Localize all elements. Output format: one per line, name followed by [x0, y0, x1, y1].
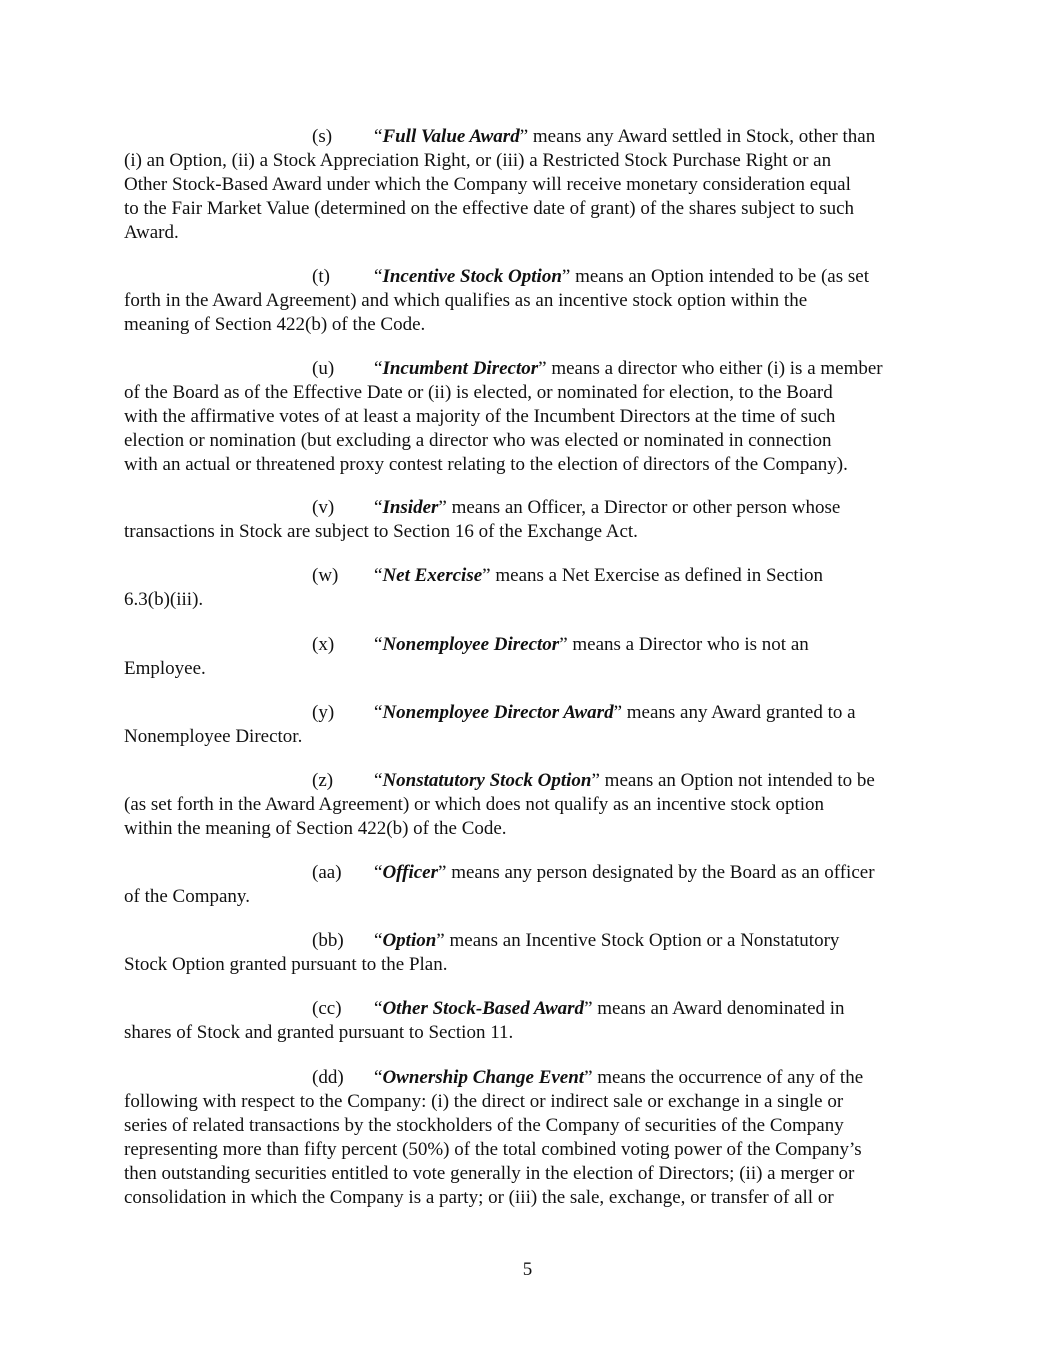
definition-text: transactions in Stock are subject to Section 16 of the Exchange Act.	[124, 521, 638, 542]
page-number: 5	[522, 1259, 533, 1280]
defined-term: Officer	[382, 862, 439, 883]
definition-text: ” means a director who either (i) is a member	[538, 358, 883, 379]
definition-text: Stock Option granted pursuant to the Plan.	[124, 954, 448, 975]
definition-bb: (bb) “Option” means an Incentive Stock Option or a Nonstatutory Stock Option granted pursuant to the Plan.	[124, 929, 936, 977]
defined-term: Nonemployee Director Award	[382, 702, 614, 723]
definition-text: meaning of Section 422(b) of the Code.	[124, 314, 426, 335]
definition-text: consolidation in which the Company is a party; or (iii) the sale, exchange, or transfer of all or	[124, 1187, 834, 1208]
definition-text: ” means an Option not intended to be	[591, 770, 875, 791]
definition-label: (aa)	[312, 862, 342, 883]
definition-text: of the Board as of the Effective Date or (ii) is elected, or nominated for election, to the Board	[124, 382, 833, 403]
definition-text: election or nomination (but excluding a director who was elected or nominated in connection	[124, 430, 832, 451]
definition-label: (cc)	[312, 998, 342, 1019]
definition-text: following with respect to the Company: (i) the direct or indirect sale or exchange in a single or	[124, 1091, 844, 1112]
definition-dd: (dd) “Ownership Change Event” means the occurrence of any of the following with respect to the Company: (i) the direct or indirect sale or exchange in a single or series of related transactions by the stockholders of the Company of securities of the Company representing more than fifty percent (50%) of the total combined voting power of the Company’s then outstanding securities entitled to vote generally in the election of Directors; (ii) a merger or consolidation in which the Company is a party; or (iii) the sale, exchange, or transfer of all or	[124, 1066, 936, 1210]
definition-label: (y)	[312, 702, 335, 723]
definition-text: ” means a Director who is not an	[559, 634, 809, 655]
defined-term: Other Stock-Based Award	[382, 998, 585, 1019]
definition-w: (w) “Net Exercise” means a Net Exercise as defined in Section 6.3(b)(iii).	[124, 564, 936, 612]
definition-text: Nonemployee Director.	[124, 726, 303, 747]
definition-text: of the Company.	[124, 886, 250, 907]
defined-term: Full Value Award	[382, 126, 520, 147]
definition-text: then outstanding securities entitled to vote generally in the election of Directors; (ii) a merger or	[124, 1163, 855, 1184]
definition-label: (dd)	[312, 1067, 344, 1088]
definition-text: ” means the occurrence of any of the	[584, 1067, 864, 1088]
definition-label: (t)	[312, 266, 330, 287]
defined-term: Nonstatutory Stock Option	[382, 770, 592, 791]
definition-label: (v)	[312, 497, 335, 518]
defined-term: Insider	[382, 497, 439, 518]
defined-term: Ownership Change Event	[382, 1067, 585, 1088]
definition-z: (z) “Nonstatutory Stock Option” means an Option not intended to be (as set forth in the Award Agreement) or which does not qualify as an incentive stock option within the meaning of Section 422(b) of the Code.	[124, 769, 936, 841]
definition-text: Award.	[124, 222, 179, 243]
definition-aa: (aa) “Officer” means any person designated by the Board as an officer of the Company.	[124, 861, 936, 909]
definition-label: (z)	[312, 770, 334, 791]
definition-text: forth in the Award Agreement) and which qualifies as an incentive stock option within the	[124, 290, 808, 311]
definition-s: (s) “Full Value Award” means any Award settled in Stock, other than (i) an Option, (ii) a Stock Appreciation Right, or (iii) a Restricted Stock Purchase Right or an Other Stock-Based Award under which the Company will receive monetary consideration equal to the Fair Market Value (determined on the effective date of grant) of the shares subject to such Award.	[124, 125, 936, 245]
definition-v: (v) “Insider” means an Officer, a Director or other person whose transactions in Stock are subject to Section 16 of the Exchange Act.	[124, 496, 936, 544]
definition-text: Employee.	[124, 658, 206, 679]
definition-text: to the Fair Market Value (determined on the effective date of grant) of the shares subject to such	[124, 198, 855, 219]
defined-term: Net Exercise	[382, 565, 483, 586]
definition-label: (w)	[312, 565, 339, 586]
defined-term: Incumbent Director	[382, 358, 539, 379]
definition-text: (as set forth in the Award Agreement) or which does not qualify as an incentive stock option	[124, 794, 825, 815]
definition-text: ” means any person designated by the Board as an officer	[438, 862, 875, 883]
definition-text: representing more than fifty percent (50%) of the total combined voting power of the Company’s	[124, 1139, 862, 1160]
defined-term: Incentive Stock Option	[382, 266, 562, 287]
definition-text: ” means an Incentive Stock Option or a Nonstatutory	[436, 930, 840, 951]
definition-text: 6.3(b)(iii).	[124, 589, 204, 610]
definition-text: within the meaning of Section 422(b) of the Code.	[124, 818, 507, 839]
definition-text: with the affirmative votes of at least a majority of the Incumbent Directors at the time of such	[124, 406, 836, 427]
definition-label: (u)	[312, 358, 335, 379]
definition-label: (bb)	[312, 930, 344, 951]
defined-term: Nonemployee Director	[382, 634, 560, 655]
definition-text: shares of Stock and granted pursuant to Section 11.	[124, 1022, 514, 1043]
definition-label: (x)	[312, 634, 335, 655]
definition-cc: (cc) “Other Stock-Based Award” means an Award denominated in shares of Stock and granted pursuant to Section 11.	[124, 997, 936, 1045]
definition-text: series of related transactions by the stockholders of the Company of securities of the Company	[124, 1115, 844, 1136]
defined-term: Option	[382, 930, 437, 951]
definition-label: (s)	[312, 126, 333, 147]
definition-t: (t) “Incentive Stock Option” means an Option intended to be (as set forth in the Award Agreement) and which qualifies as an incentive stock option within the meaning of Section 422(b) of the Code.	[124, 265, 936, 337]
definition-y: (y) “Nonemployee Director Award” means any Award granted to a Nonemployee Director.	[124, 701, 936, 749]
definition-text: ” means a Net Exercise as defined in Section	[482, 565, 823, 586]
definition-text: with an actual or threatened proxy contest relating to the election of directors of the Company).	[124, 454, 848, 475]
definition-text: ” means any Award settled in Stock, other than	[519, 126, 876, 147]
definition-text: (i) an Option, (ii) a Stock Appreciation Right, or (iii) a Restricted Stock Purchase Right or an	[124, 150, 832, 171]
definition-text: ” means any Award granted to a	[613, 702, 856, 723]
definition-text: Other Stock-Based Award under which the Company will receive monetary consideration equal	[124, 174, 851, 195]
definition-text: ” means an Officer, a Director or other person whose	[438, 497, 841, 518]
definition-x: (x) “Nonemployee Director” means a Director who is not an Employee.	[124, 633, 936, 681]
definition-u: (u) “Incumbent Director” means a director who either (i) is a member of the Board as of the Effective Date or (ii) is elected, or nominated for election, to the Board with the affirmative votes of at least a majority of the Incumbent Directors at the time of such election or nomination (but excluding a director who was elected or nominated in connection with an actual or threatened proxy contest relating to the election of directors of the Company).	[124, 357, 936, 477]
definition-text: ” means an Option intended to be (as set	[561, 266, 869, 287]
definition-text: ” means an Award denominated in	[584, 998, 845, 1019]
